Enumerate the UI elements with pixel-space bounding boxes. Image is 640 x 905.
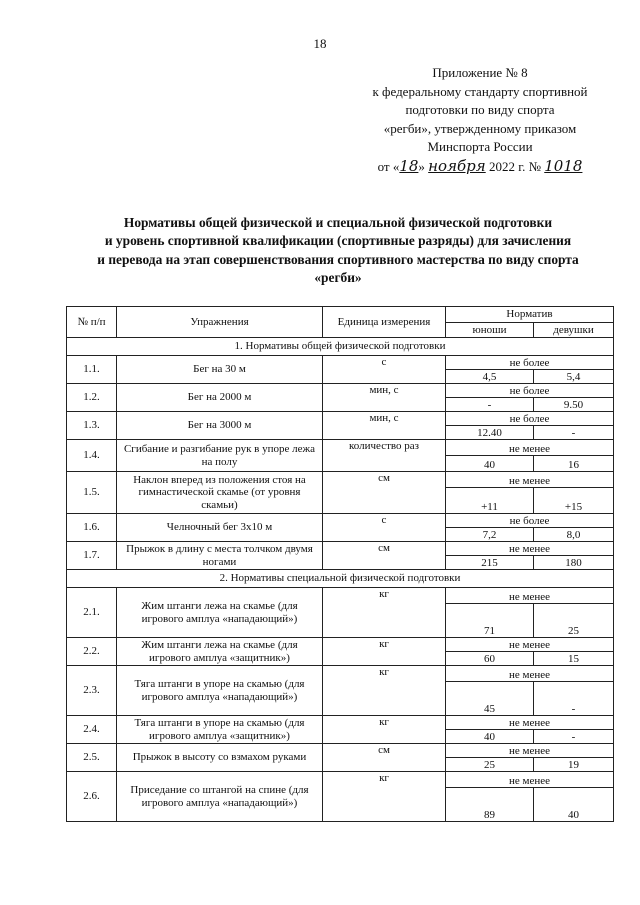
unit-of-measure: мин, с xyxy=(323,384,446,412)
girls-value: 5,4 xyxy=(534,370,614,384)
section-title: 1. Нормативы общей физической подготовки xyxy=(67,338,614,356)
unit-of-measure: кг xyxy=(323,588,446,638)
row-number: 2.1. xyxy=(67,588,117,638)
section-title: 2. Нормативы специальной физической подготовки xyxy=(67,570,614,588)
exercise-name: Сгибание и разгибание рук в упоре лежа на полу xyxy=(117,440,323,472)
girls-value: 19 xyxy=(534,758,614,772)
exercise-name: Жим штанги лежа на скамье (для игрового амплуа «защитник») xyxy=(117,638,323,666)
boys-value: 60 xyxy=(446,652,534,666)
girls-value: 8,0 xyxy=(534,528,614,542)
row-number: 1.1. xyxy=(67,356,117,384)
girls-value: - xyxy=(534,426,614,440)
boys-value: 12.40 xyxy=(446,426,534,440)
row-number: 1.4. xyxy=(67,440,117,472)
boys-value: - xyxy=(446,398,534,412)
table-row xyxy=(67,542,614,556)
unit-of-measure: с xyxy=(323,356,446,384)
unit-of-measure: кг xyxy=(323,716,446,744)
exercise-name: Приседание со штангой на спине (для игрового амплуа «нападающий») xyxy=(117,772,323,822)
unit-of-measure: см xyxy=(323,542,446,570)
table-row xyxy=(67,666,614,682)
exercise-name: Бег на 2000 м xyxy=(117,384,323,412)
header-girls: девушки xyxy=(534,323,614,338)
row-number: 2.2. xyxy=(67,638,117,666)
boys-value: 4,5 xyxy=(446,370,534,384)
table-row xyxy=(67,588,614,604)
boys-value: 40 xyxy=(446,456,534,472)
table-row xyxy=(67,772,614,788)
boys-value: 25 xyxy=(446,758,534,772)
header-num: № п/п xyxy=(67,307,117,338)
row-number: 2.6. xyxy=(67,772,117,822)
row-number: 1.2. xyxy=(67,384,117,412)
unit-of-measure: с xyxy=(323,514,446,542)
norm-condition: не более xyxy=(446,384,614,398)
norm-condition: не менее xyxy=(446,716,614,730)
header-norm: Норматив xyxy=(446,307,614,323)
table-row xyxy=(67,412,614,426)
header-boys: юноши xyxy=(446,323,534,338)
table-row xyxy=(67,514,614,528)
norm-condition: не более xyxy=(446,514,614,528)
girls-value: 25 xyxy=(534,604,614,638)
appendix-line-4: «регби», утвержденному приказом xyxy=(383,120,577,136)
date-prefix: от « xyxy=(377,158,400,174)
header-exercise: Упражнения xyxy=(117,307,323,338)
order-date-line xyxy=(330,157,630,177)
row-number: 2.5. xyxy=(67,744,117,772)
exercise-name: Тяга штанги в упоре на скамью (для игрового амплуа «нападающий») xyxy=(117,666,323,716)
girls-value: 180 xyxy=(534,556,614,570)
norm-condition: не менее xyxy=(446,666,614,682)
date-mid: » xyxy=(418,158,425,174)
girls-value: 15 xyxy=(534,652,614,666)
handwritten-month: ноября xyxy=(428,156,486,175)
date-suffix: 2022 г. № xyxy=(488,158,541,174)
title-line-2: и уровень спортивной квалификации (спортивные разряды) для зачисления xyxy=(104,233,572,249)
norm-condition: не менее xyxy=(446,588,614,604)
appendix-line-5: Минспорта России xyxy=(427,139,533,154)
boys-value: +11 xyxy=(446,488,534,514)
unit-of-measure: кг xyxy=(323,638,446,666)
section-title-row xyxy=(67,338,614,356)
table-row xyxy=(67,356,614,370)
unit-of-measure: кг xyxy=(323,666,446,716)
norms-table xyxy=(66,306,614,822)
exercise-name: Челночный бег 3х10 м xyxy=(117,514,323,542)
title-line-3: и перевода на этап совершенствования спортивного мастерства по виду спорта xyxy=(97,251,579,267)
norm-condition: не менее xyxy=(446,772,614,788)
row-number: 1.7. xyxy=(67,542,117,570)
handwritten-order-number: 1018 xyxy=(544,156,583,175)
title-line-4: «регби» xyxy=(314,270,362,286)
appendix-line-2: к федеральному стандарту спортивной xyxy=(372,83,588,99)
boys-value: 89 xyxy=(446,788,534,822)
exercise-name: Прыжок в высоту со взмахом руками xyxy=(117,744,323,772)
norm-condition: не менее xyxy=(446,744,614,758)
title-line-1: Нормативы общей физической и специальной физической подготовки xyxy=(123,215,553,230)
exercise-name: Тяга штанги в упоре на скамью (для игрового амплуа «защитник») xyxy=(117,716,323,744)
unit-of-measure: см xyxy=(323,472,446,514)
table-row xyxy=(67,638,614,652)
page-number: 18 xyxy=(313,36,327,51)
girls-value: 40 xyxy=(534,788,614,822)
row-number: 1.3. xyxy=(67,412,117,440)
row-number: 1.5. xyxy=(67,472,117,514)
norm-condition: не менее xyxy=(446,472,614,488)
unit-of-measure: количество раз xyxy=(323,440,446,472)
section-title-row xyxy=(67,570,614,588)
unit-of-measure: кг xyxy=(323,772,446,822)
exercise-name: Наклон вперед из положения стоя на гимнастической скамье (от уровня скамьи) xyxy=(117,472,323,514)
boys-value: 40 xyxy=(446,730,534,744)
norm-condition: не менее xyxy=(446,638,614,652)
boys-value: 45 xyxy=(446,682,534,716)
boys-value: 71 xyxy=(446,604,534,638)
girls-value: 9.50 xyxy=(534,398,614,412)
boys-value: 7,2 xyxy=(446,528,534,542)
exercise-name: Бег на 30 м xyxy=(117,356,323,384)
unit-of-measure: мин, с xyxy=(323,412,446,440)
exercise-name: Бег на 3000 м xyxy=(117,412,323,440)
handwritten-day: 18 xyxy=(399,156,419,175)
table-row xyxy=(67,384,614,398)
appendix-block xyxy=(330,64,630,176)
norm-condition: не более xyxy=(446,412,614,426)
boys-value: 215 xyxy=(446,556,534,570)
appendix-line-1: Приложение № 8 xyxy=(432,65,528,80)
girls-value: +15 xyxy=(534,488,614,514)
girls-value: - xyxy=(534,730,614,744)
appendix-line-3: подготовки по виду спорта xyxy=(405,102,555,117)
norm-condition: не менее xyxy=(446,440,614,456)
norms-body xyxy=(67,338,614,822)
table-row xyxy=(67,716,614,730)
table-row xyxy=(67,744,614,758)
header-unit: Единица измерения xyxy=(323,307,446,338)
document-title xyxy=(58,214,618,288)
row-number: 1.6. xyxy=(67,514,117,542)
girls-value: 16 xyxy=(534,456,614,472)
table-row xyxy=(67,472,614,488)
norm-condition: не более xyxy=(446,356,614,370)
exercise-name: Прыжок в длину с места толчком двумя ногами xyxy=(117,542,323,570)
unit-of-measure: см xyxy=(323,744,446,772)
girls-value: - xyxy=(534,682,614,716)
table-row xyxy=(67,440,614,456)
row-number: 2.3. xyxy=(67,666,117,716)
row-number: 2.4. xyxy=(67,716,117,744)
norm-condition: не менее xyxy=(446,542,614,556)
exercise-name: Жим штанги лежа на скамье (для игрового амплуа «нападающий») xyxy=(117,588,323,638)
